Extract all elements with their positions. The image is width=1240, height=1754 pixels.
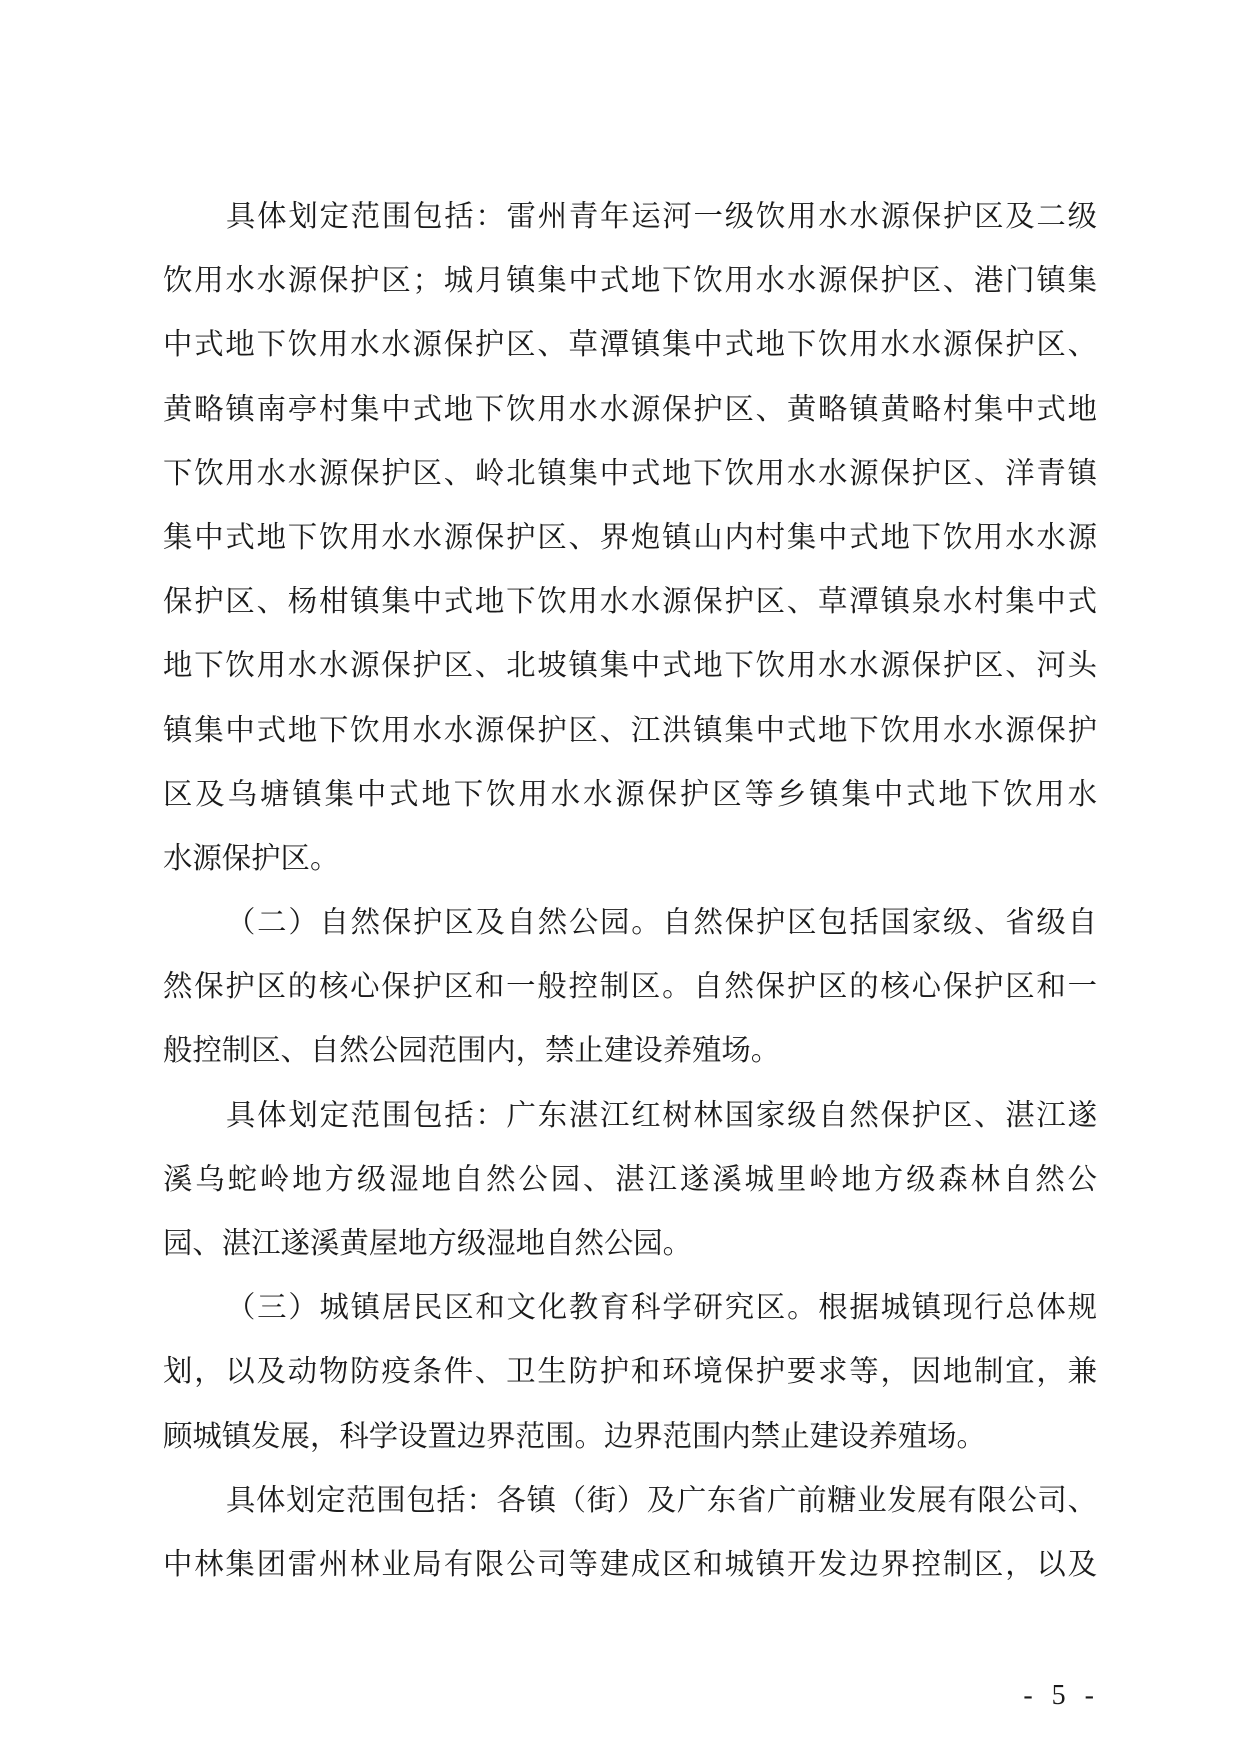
paragraph-line: 溪乌蛇岭地方级湿地自然公园、湛江遂溪城里岭地方级森林自然公	[163, 1161, 1097, 1196]
paragraph-line: 下饮用水水源保护区、岭北镇集中式地下饮用水水源保护区、洋青镇	[163, 455, 1097, 490]
paragraph-line: 具体划定范围包括：广东湛江红树林国家级自然保护区、湛江遂	[226, 1097, 1097, 1132]
paragraph-line: 划，以及动物防疫条件、卫生防护和环境保护要求等，因地制宜，兼	[163, 1354, 1097, 1389]
document-body	[163, 184, 1097, 1596]
paragraph-line: 中式地下饮用水水源保护区、草潭镇集中式地下饮用水水源保护区、	[163, 327, 1097, 362]
paragraph-line: 地下饮用水水源保护区、北坡镇集中式地下饮用水水源保护区、河头	[163, 648, 1097, 683]
paragraph-line: 园、湛江遂溪黄屋地方级湿地自然公园。	[163, 1226, 693, 1260]
paragraph-line: 顾城镇发展，科学设置边界范围。边界范围内禁止建设养殖场。	[163, 1418, 986, 1453]
paragraph-line: 中林集团雷州林业局有限公司等建成区和城镇开发边界控制区，以及	[163, 1546, 1097, 1581]
paragraph-line: 集中式地下饮用水水源保护区、界炮镇山内村集中式地下饮用水水源	[163, 519, 1097, 554]
paragraph-line: 般控制区、自然公园范围内，禁止建设养殖场。	[163, 1033, 781, 1068]
paragraph-line: 保护区、杨柑镇集中式地下饮用水水源保护区、草潭镇泉水村集中式	[163, 584, 1097, 619]
paragraph-line: 区及乌塘镇集中式地下饮用水水源保护区等乡镇集中式地下饮用水	[163, 776, 1097, 811]
paragraph-line: 饮用水水源保护区；城月镇集中式地下饮用水水源保护区、港门镇集	[163, 263, 1097, 298]
paragraph-line: 水源保护区。	[163, 840, 340, 875]
paragraph-line: 具体划定范围包括：各镇（街）及广东省广前糖业发展有限公司、	[226, 1482, 1097, 1517]
paragraph-line: 镇集中式地下饮用水水源保护区、江洪镇集中式地下饮用水水源保护	[163, 712, 1097, 747]
paragraph-line: 具体划定范围包括：雷州青年运河一级饮用水水源保护区及二级	[226, 199, 1097, 233]
page-number: - 5 -	[1023, 1680, 1100, 1711]
section-heading-line: （二）自然保护区及自然公园。自然保护区包括国家级、省级自	[226, 905, 1097, 940]
section-heading-line: （三）城镇居民区和文化教育科学研究区。根据城镇现行总体规	[226, 1290, 1097, 1325]
paragraph-line: 黄略镇南亭村集中式地下饮用水水源保护区、黄略镇黄略村集中式地	[163, 391, 1097, 426]
paragraph-line: 然保护区的核心保护区和一般控制区。自然保护区的核心保护区和一	[163, 969, 1097, 1004]
